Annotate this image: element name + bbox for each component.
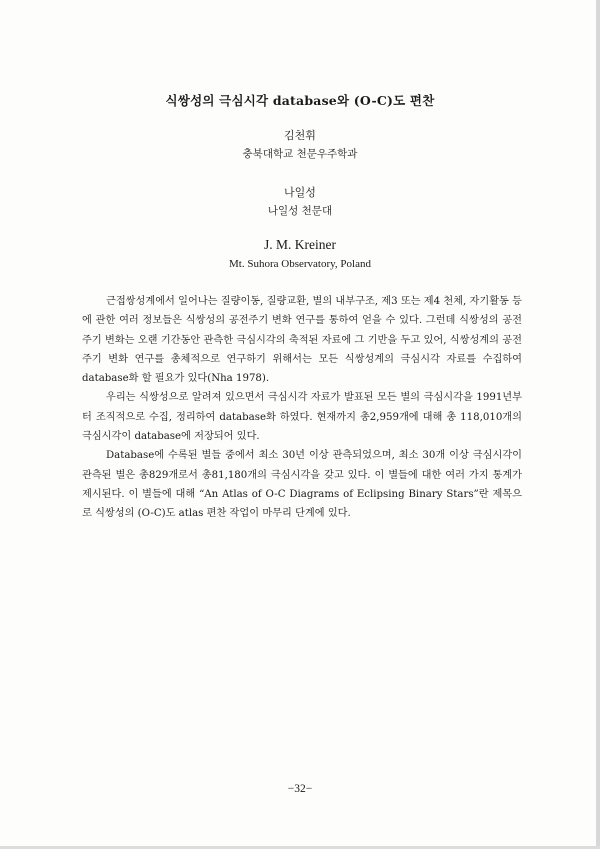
author-affiliation-1: 충북대학교 천문우주학과 xyxy=(242,148,358,160)
abstract-body xyxy=(82,292,522,524)
paragraph-1: 근접쌍성계에서 일어나는 질량이동, 질량교환, 별의 내부구조, 제3 또는 제4 천체, 자기활동 등에 관한 여러 정보들은 식쌍성의 공전주기 변화 연구를 통하여 얻을 수 있다. 그런데 식쌍성의 공전주기 변화는 오랜 기간동안 관측한 극심시각의 축적된 자료에 그 기반을 두고 있어, 식쌍성계의 공전주기 변화 연구를 총체적으로 연구하기 위해서는 모든 식쌍성계의 극심시각 자료를 수집하여 database화 할 필요가 있다(Nha 1978). xyxy=(82,296,522,385)
author-name-1: 김천휘 xyxy=(284,129,316,142)
author-name-2: 나일성 xyxy=(284,186,316,199)
paragraph-2: 우리는 식쌍성으로 알려져 있으면서 극심시각 자료가 발표된 모든 별의 극심시각을 1991년부터 조직적으로 수집, 정리하여 database화 하였다. 현재까지 총2,959개에 대해 총 118,010개의 극심시각이 database에 저장되어 있다. xyxy=(82,392,522,443)
author-affiliation-2: 나일성 천문대 xyxy=(267,205,333,217)
page-number: −32− xyxy=(287,783,313,795)
paper-title: 식쌍성의 극심시각 database와 (O-C)도 편찬 xyxy=(165,93,435,108)
author-affiliation-3: Mt. Suhora Observatory, Poland xyxy=(229,258,371,270)
author-name-3: J. M. Kreiner xyxy=(264,237,336,252)
paragraph-3: Database에 수록된 별들 중에서 최소 30년 이상 관측되었으며, 최소 30개 이상 극심시각이 관측된 별은 총829개로서 총81,180개의 극심시각을 갖고 있다. 이 별들에 대한 여러 가지 통계가 제시된다. 이 별들에 대해 “An Atlas of O-C Diagrams of Eclipsing Binary Stars”란 제목으로 식쌍성의 (O-C)도 atlas 편찬 작업이 마무리 단계에 있다. xyxy=(82,450,522,520)
